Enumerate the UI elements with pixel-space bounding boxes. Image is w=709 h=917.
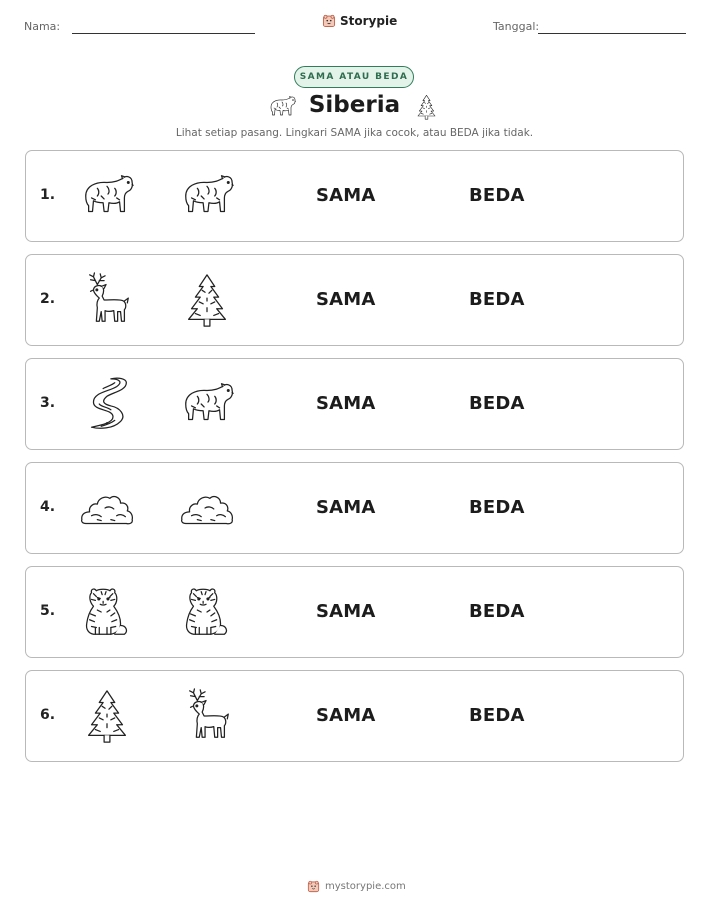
brand: [322, 14, 397, 28]
same-choice[interactable]: SAMA: [316, 289, 376, 310]
different-choice[interactable]: BEDA: [469, 289, 525, 310]
same-choice[interactable]: SAMA: [316, 601, 376, 622]
question-card: [25, 566, 684, 658]
reindeer-icon: [78, 271, 136, 329]
instruction-text: Lihat setiap pasang. Lingkari SAMA jika cocok, atau BEDA jika tidak.: [175, 127, 534, 139]
snow-pile-icon: [78, 479, 136, 537]
different-choice[interactable]: BEDA: [469, 497, 525, 518]
question-card: [25, 670, 684, 762]
footer: [307, 880, 406, 893]
pine-tree-icon: [178, 271, 236, 329]
brand-name: Storypie: [340, 14, 398, 28]
siberian-tiger-icon: [178, 583, 236, 641]
question-card: [25, 254, 684, 346]
storypie-logo-icon: [307, 880, 320, 893]
river-icon: [78, 375, 136, 433]
question-card: [25, 462, 684, 554]
same-choice[interactable]: SAMA: [316, 393, 376, 414]
same-choice[interactable]: SAMA: [316, 705, 376, 726]
question-card: [25, 358, 684, 450]
question-card: [25, 150, 684, 242]
name-label: Nama:: [24, 20, 61, 33]
different-choice[interactable]: BEDA: [469, 185, 525, 206]
question-number: 1.: [40, 187, 56, 203]
activity-badge: SAMA ATAU BEDA: [294, 66, 414, 88]
polar-bear-icon: [178, 375, 236, 433]
different-choice[interactable]: BEDA: [469, 601, 525, 622]
reindeer-icon: [178, 687, 236, 745]
question-number: 6.: [40, 707, 56, 723]
question-number: 4.: [40, 499, 56, 515]
date-label: Tanggal:: [493, 20, 540, 33]
pine-tree-icon: [413, 92, 440, 122]
same-choice[interactable]: SAMA: [316, 497, 376, 518]
question-number: 3.: [40, 395, 56, 411]
polar-bear-icon: [178, 167, 236, 225]
date-field[interactable]: [538, 33, 686, 34]
name-field[interactable]: [72, 33, 255, 34]
question-number: 5.: [40, 603, 56, 619]
different-choice[interactable]: BEDA: [469, 705, 525, 726]
page-title: Siberia: [308, 92, 401, 118]
question-number: 2.: [40, 291, 56, 307]
siberian-tiger-icon: [78, 583, 136, 641]
same-choice[interactable]: SAMA: [316, 185, 376, 206]
different-choice[interactable]: BEDA: [469, 393, 525, 414]
footer-url: mystorypie.com: [325, 881, 406, 892]
snow-pile-icon: [178, 479, 236, 537]
storypie-logo-icon: [322, 14, 336, 28]
pine-tree-icon: [78, 687, 136, 745]
polar-bear-icon: [78, 167, 136, 225]
